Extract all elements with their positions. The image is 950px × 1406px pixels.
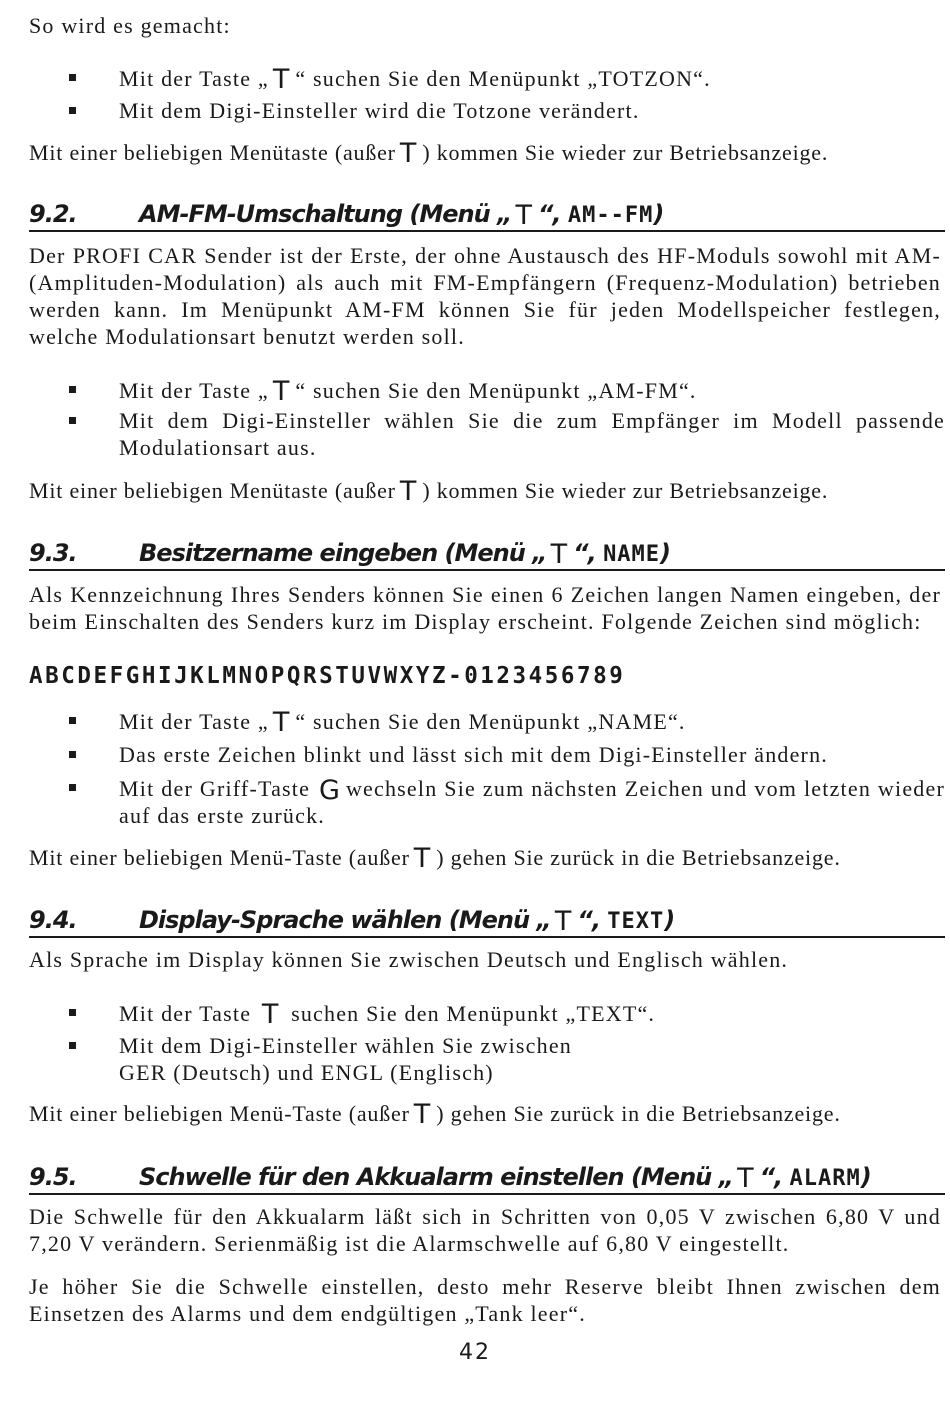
list-item: Mit dem Digi-Einsteller wird die Totzone verändert. <box>29 97 945 124</box>
t-key-icon: T <box>554 906 572 937</box>
page-number: 42 <box>459 1340 491 1365</box>
section-9-3-return-text: Mit einer beliebigen Menü-Taste (außer T ) gehen Sie zurück in die Betriebsanzeige. <box>29 843 841 874</box>
lcd-menu-label: AM--FM <box>567 203 654 228</box>
list-item: Mit der Griff-Taste G wechseln Sie zum nächsten Zeichen und vom letzten wieder auf das erste zurück. <box>29 774 945 829</box>
section-9-5-paragraph: Die Schwelle für den Akkualarm läßt sich in Schritten von 0,05 V zwischen 6,80 V und 7,20 V verändern. Serienmäßig ist die Alarmschwelle auf 6,80 V eingestellt. <box>29 1204 941 1256</box>
list-item: Mit der Taste T suchen Sie den Menüpunkt „TEXT“. <box>29 999 945 1027</box>
section-9-3-bullets <box>29 707 945 829</box>
section-9-3-paragraph: Als Kennzeichnung Ihres Senders können Sie einen 6 Zeichen langen Namen eingeben, der beim Einschalten des Senders kurz im Display erscheint. Folgende Zeichen sind möglich: <box>29 582 941 634</box>
bullet-icon <box>69 417 76 424</box>
section-9-4-return-text: Mit einer beliebigen Menü-Taste (außer T ) gehen Sie zurück in die Betriebsanzeige. <box>29 1099 841 1130</box>
t-key-icon: T <box>737 1163 754 1194</box>
section-heading-9-5: 9.5. Schwelle für den Akkualarm einstellen (Menü „ T “, ALARM) <box>29 1162 945 1195</box>
g-key-icon: G <box>319 775 340 806</box>
list-item: Mit dem Digi-Einsteller wählen Sie die zum Empfänger im Modell passende Modulationsart aus. <box>29 407 945 461</box>
section-9-2-return-text: Mit einer beliebigen Menütaste (außer T ) kommen Sie wieder zur Betriebsanzeige. <box>29 476 829 507</box>
t-key-icon: T <box>261 999 279 1030</box>
bullet-icon <box>69 717 76 724</box>
t-key-icon: T <box>515 200 532 231</box>
t-key-icon: T <box>399 138 417 169</box>
section-heading-9-4: 9.4. Display-Sprache wählen (Menü „ T “, TEXT) <box>29 905 945 938</box>
lcd-menu-label: TEXT <box>607 909 665 934</box>
section-9-4-bullets <box>29 999 945 1086</box>
totzone-return-text: Mit einer beliebigen Menütaste (außer T ) kommen Sie wieder zur Betriebsanzeige. <box>29 138 829 169</box>
list-item: Mit dem Digi-Einsteller wählen Sie zwischen GER (Deutsch) und ENGL (Englisch) <box>29 1032 945 1086</box>
bullet-icon <box>69 784 76 791</box>
lcd-menu-label: ALARM <box>789 1166 861 1191</box>
list-item: Das erste Zeichen blinkt und lässt sich mit dem Digi-Einsteller ändern. <box>29 741 945 768</box>
t-key-icon: T <box>413 1099 431 1130</box>
t-key-icon: T <box>399 476 417 507</box>
intro-text: So wird es gemacht: <box>29 13 231 38</box>
t-key-icon: T <box>550 539 568 570</box>
t-key-icon: T <box>272 707 290 738</box>
section-heading-9-3: 9.3. Besitzername eingeben (Menü „ T “, NAME) <box>29 538 945 571</box>
list-item: Mit der Taste „ T “ suchen Sie den Menüpunkt „TOTZON“. <box>29 64 945 92</box>
bullet-icon <box>69 74 76 81</box>
bullet-icon <box>69 386 76 393</box>
section-9-4-paragraph: Als Sprache im Display können Sie zwischen Deutsch und Englisch wählen. <box>29 947 789 972</box>
bullet-icon <box>69 751 76 758</box>
t-key-icon: T <box>413 843 431 874</box>
section-9-5-paragraph-2: Je höher Sie die Schwelle einstellen, desto mehr Reserve bleibt Ihnen zwischen dem Einsetzen des Alarms und dem endgültigen „Tank leer“. <box>29 1274 941 1326</box>
t-key-icon: T <box>272 376 290 407</box>
bullet-icon <box>69 107 76 114</box>
bullet-icon <box>69 1009 76 1016</box>
list-item: Mit der Taste „ T “ suchen Sie den Menüpunkt „NAME“. <box>29 707 945 735</box>
list-item: Mit der Taste „ T “ suchen Sie den Menüpunkt „AM-FM“. <box>29 376 945 404</box>
section-9-2-bullets <box>29 376 945 461</box>
section-9-2-paragraph: Der PROFI CAR Sender ist der Erste, der ohne Austausch des HF-Moduls sowohl mit AM- (Amplituden-Modulation) als auch mit FM-Empfängern (Frequenz-Modulation) betrieben werden kann. Im Menüpunkt AM-FM können Sie für jeden Modellspeicher festlegen, welche Modulationsart benutzt werden soll. <box>29 243 941 349</box>
lcd-menu-label: NAME <box>603 542 661 567</box>
t-key-icon: T <box>272 64 290 95</box>
lcd-charset: ABCDEFGHIJKLMNOPQRSTUVWXYZ-0123456789 <box>29 663 626 689</box>
section-heading-9-2: 9.2. AM-FM-Umschaltung (Menü „ T “, AM--FM) <box>29 199 945 232</box>
totzone-bullets <box>29 64 945 124</box>
bullet-icon <box>69 1042 76 1049</box>
